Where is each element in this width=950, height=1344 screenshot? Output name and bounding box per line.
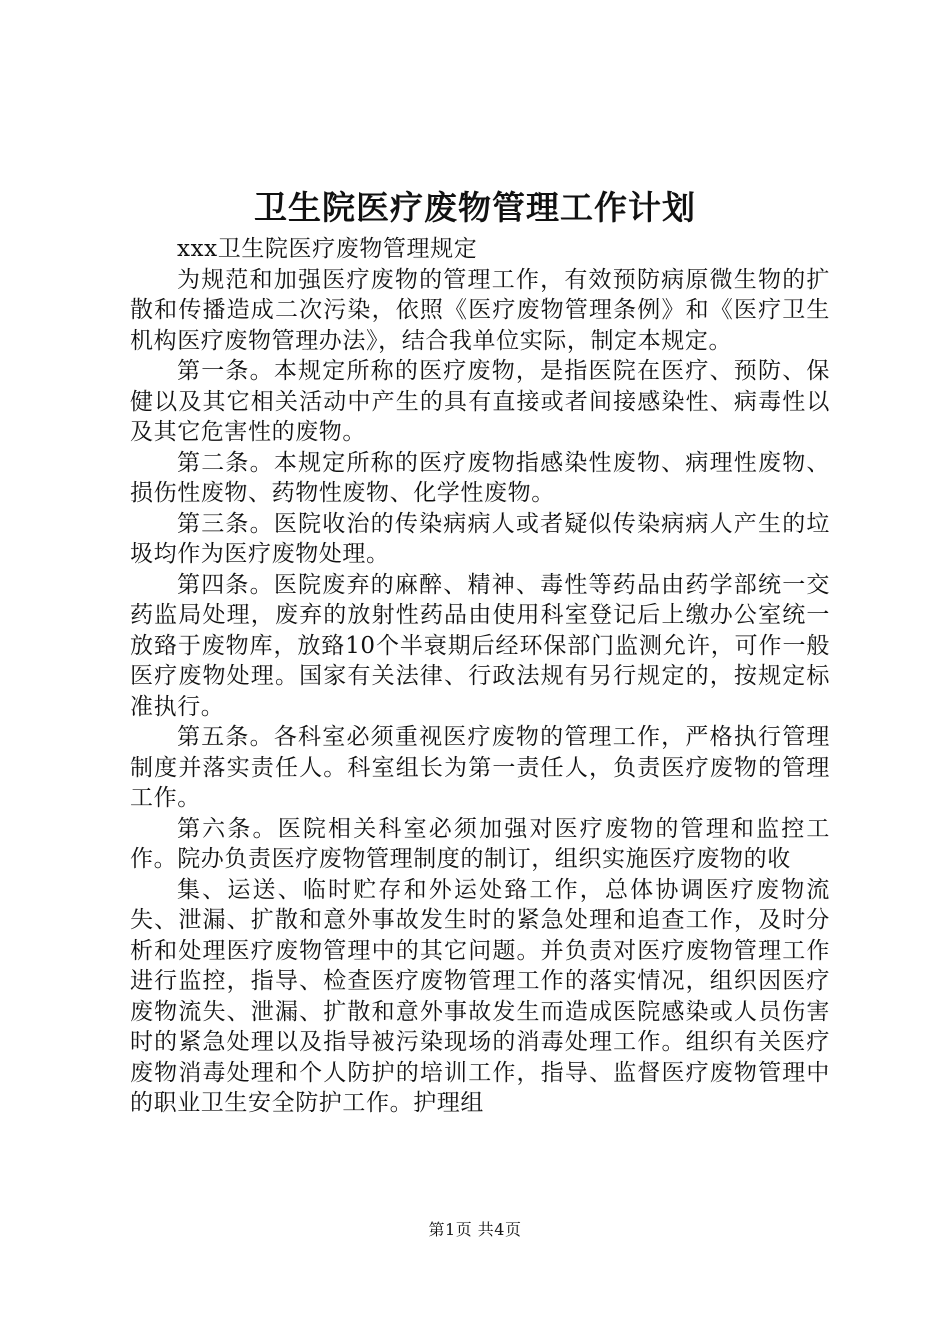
document-body xyxy=(130,234,830,1119)
paragraph-article-6-continued: 集、运送、临时贮存和外运处臵工作，总体协调医疗废物流失、泄漏、扩散和意外事故发生时的紧急处理和追查工作，及时分析和处理医疗废物管理中的其它问题。并负责对医疗废物管理工作进行监控，指导、检查医疗废物管理工作的落实情况，组织因医疗废物流失、泄漏、扩散和意外事故发生而造成医院感染或人员伤害时的紧急处理以及指导被污染现场的消毒处理工作。组织有关医疗废物消毒处理和个人防护的培训工作，指导、监督医疗废物管理中的职业卫生安全防护工作。护理组 xyxy=(130,876,830,1116)
paragraph-article-2: 第二条。本规定所称的医疗废物指感染性废物、病理性废物、损伤性废物、药物性废物、化学性废物。 xyxy=(130,449,830,506)
paragraph-article-1: 第一条。本规定所称的医疗废物，是指医院在医疗、预防、保健以及其它相关活动中产生的具有直接或者间接感染性、病毒性以及其它危害性的废物。 xyxy=(130,358,830,445)
paragraph-intro: 为规范和加强医疗废物的管理工作，有效预防病原微生物的扩散和传播造成二次污染，依照《医疗废物管理条例》和《医疗卫生机构医疗废物管理办法》，结合我单位实际，制定本规定。 xyxy=(130,266,830,354)
paragraph-article-4: 第四条。医院废弃的麻醉、精神、毒性等药品由药学部统一交药监局处理，废弃的放射性药品由使用科室登记后上缴办公室统一放臵于废物库，放臵10个半衰期后经环保部门监测允许，可作一般医疗废物处理。国家有关法律、行政法规有另行规定的，按规定标准执行。 xyxy=(130,571,830,720)
document-title: 卫生院医疗废物管理工作计划 xyxy=(254,188,696,227)
page-number-footer: 第1页 共4页 xyxy=(428,1220,522,1239)
paragraph-article-6: 第六条。医院相关科室必须加强对医疗废物的管理和监控工作。院办负责医疗废物管理制度的制订，组织实施医疗废物的收 xyxy=(130,815,830,872)
paragraph-heading: xxx卫生院医疗废物管理规定 xyxy=(177,236,478,262)
paragraph-article-3: 第三条。医院收治的传染病病人或者疑似传染病病人产生的垃圾均作为医疗废物处理。 xyxy=(130,510,830,567)
paragraph-article-5: 第五条。各科室必须重视医疗废物的管理工作，严格执行管理制度并落实责任人。科室组长为第一责任人，负责医疗废物的管理工作。 xyxy=(130,724,830,811)
